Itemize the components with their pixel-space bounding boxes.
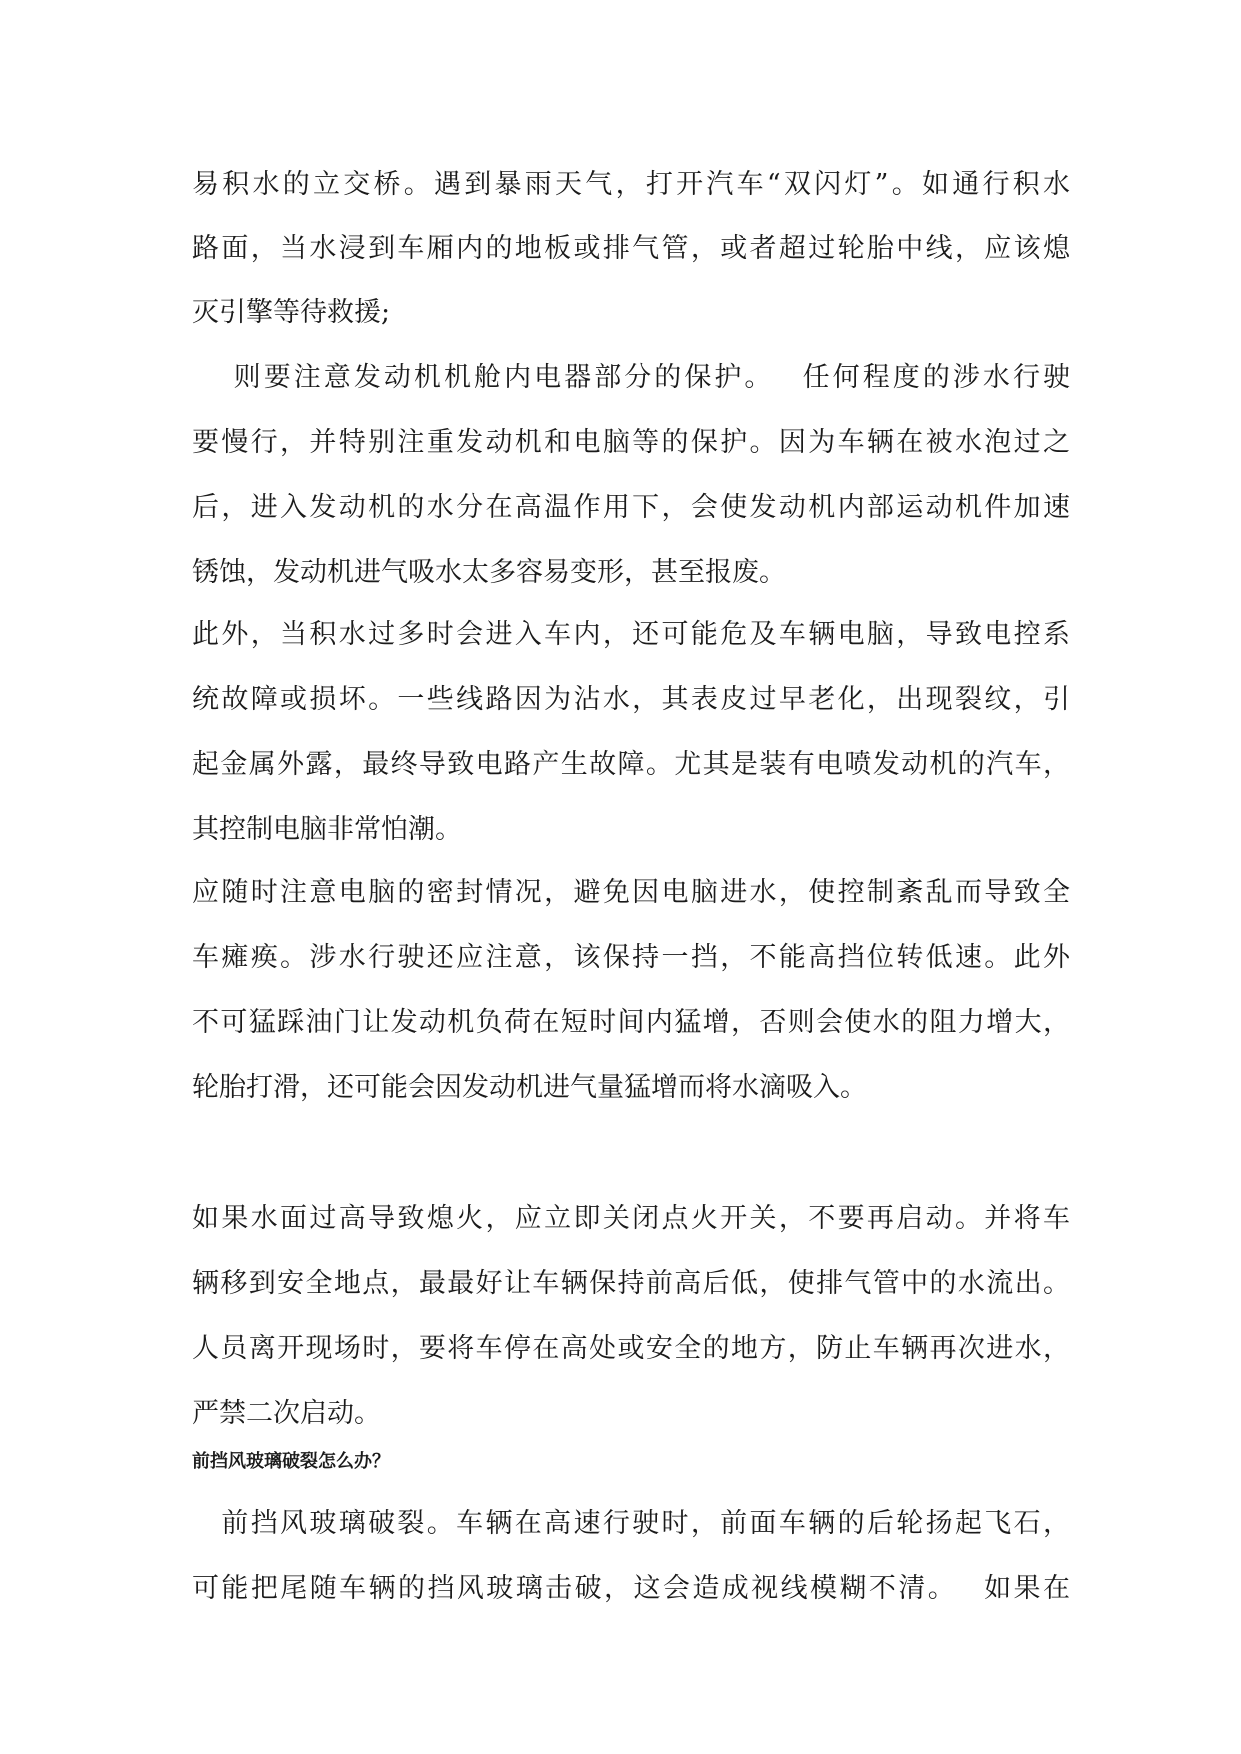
text-line: 不可猛踩油门让发动机负荷在短时间内猛增，否则会使水的阻力增大， (192, 1007, 1070, 1038)
text-line: 此外，当积水过多时会进入车内，还可能危及车辆电脑，导致电控系 (192, 619, 1070, 650)
text-line: 前挡风玻璃破裂。车辆在高速行驶时，前面车辆的后轮扬起飞石， (192, 1508, 1070, 1539)
text-line: 轮胎打滑，还可能会因发动机进气量猛增而将水滴吸入。 (192, 1072, 867, 1103)
text-line: 车瘫痪。涉水行驶还应注意，该保持一挡，不能高挡位转低速。此外 (192, 942, 1070, 973)
text-line: 起金属外露，最终导致电路产生故障。尤其是装有电喷发动机的汽车， (192, 749, 1070, 780)
text-line: 统故障或损坏。一些线路因为沾水，其表皮过早老化，出现裂纹，引 (192, 684, 1070, 715)
text-line: 其控制电脑非常怕潮。 (192, 814, 462, 845)
text-line: 可能把尾随车辆的挡风玻璃击破，这会造成视线模糊不清。 如果在 (192, 1573, 1070, 1604)
text-line: 锈蚀，发动机进气吸水太多容易变形，甚至报废。 (192, 557, 786, 588)
text-line: 路面，当水浸到车厢内的地板或排气管，或者超过轮胎中线，应该熄 (192, 233, 1070, 264)
text-line: 人员离开现场时，要将车停在高处或安全的地方，防止车辆再次进水， (192, 1333, 1070, 1364)
text-line: 则要注意发动机机舱内电器部分的保护。 任何程度的涉水行驶 (192, 362, 1070, 393)
text-line: 后，进入发动机的水分在高温作用下，会使发动机内部运动机件加速 (192, 492, 1070, 523)
text-line: 如果水面过高导致熄火，应立即关闭点火开关，不要再启动。并将车 (192, 1203, 1070, 1234)
section-heading: 前挡风玻璃破裂怎么办？ (192, 1451, 390, 1472)
text-line: 要慢行，并特别注重发动机和电脑等的保护。因为车辆在被水泡过之 (192, 427, 1070, 458)
text-line: 灭引擎等待救援; (192, 297, 391, 328)
text-line: 应随时注意电脑的密封情况，避免因电脑进水，使控制紊乱而导致全 (192, 877, 1070, 908)
text-line: 严禁二次启动。 (192, 1398, 381, 1429)
text-line: 辆移到安全地点，最最好让车辆保持前高后低，使排气管中的水流出。 (192, 1268, 1070, 1299)
text-line: 易积水的立交桥。遇到暴雨天气，打开汽车“双闪灯”。如通行积水 (192, 169, 1070, 200)
